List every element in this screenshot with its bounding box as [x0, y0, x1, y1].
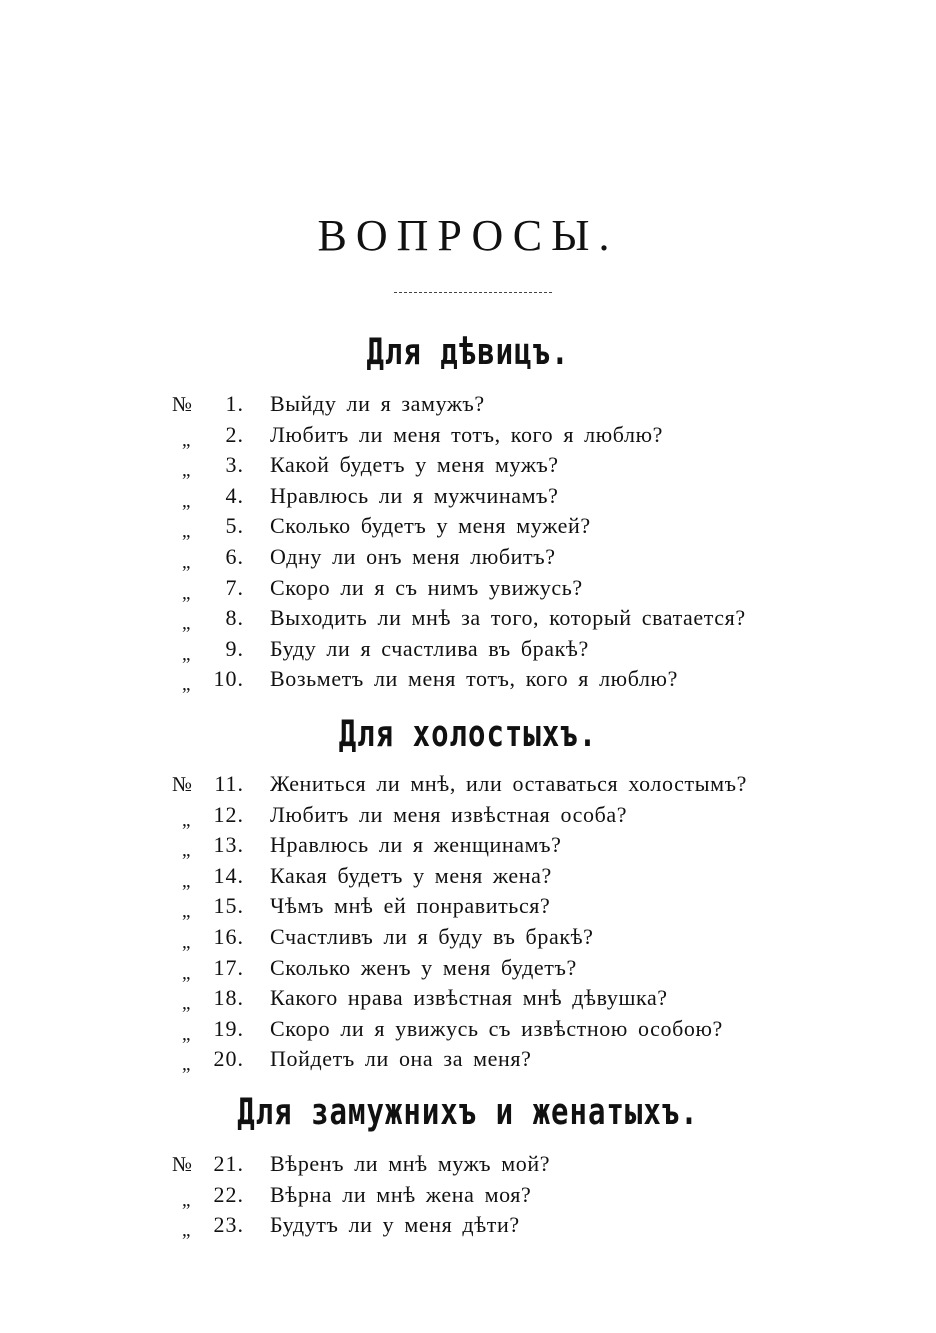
question-text: Счастливъ ли я буду въ бракѣ? — [270, 923, 594, 949]
question-text: Любитъ ли меня извѣстная особа? — [270, 801, 628, 827]
question-text: Буду ли я счастлива въ бракѣ? — [270, 635, 589, 661]
numero-mark: № — [172, 392, 193, 416]
question-text: Вѣрна ли мнѣ жена моя? — [270, 1181, 532, 1207]
question-text: Вѣренъ ли мнѣ мужъ мой? — [270, 1151, 551, 1176]
question-text: Одну ли онъ меня любитъ? — [270, 543, 556, 569]
question-number: 15. — [213, 893, 244, 919]
ditto-mark: „ — [182, 809, 191, 831]
question-text: Любитъ ли меня тотъ, кого я люблю? — [270, 421, 663, 447]
question-number: 18. — [213, 985, 244, 1011]
ditto-mark: „ — [182, 993, 191, 1015]
question-number: 7. — [225, 574, 244, 600]
question-number: 9. — [225, 635, 244, 661]
ditto-mark: „ — [182, 460, 191, 482]
question-number: 4. — [225, 482, 244, 508]
question-number: 20. — [213, 1046, 244, 1072]
ditto-mark: „ — [182, 870, 191, 892]
question-number: 1. — [225, 391, 244, 416]
question-number: 2. — [225, 421, 244, 447]
ditto-mark: „ — [182, 1189, 191, 1211]
question-text: Будутъ ли у меня дѣти? — [270, 1212, 520, 1238]
ditto-mark: „ — [182, 490, 191, 512]
question-text: Сколько будетъ у меня мужей? — [270, 513, 591, 539]
question-number: 13. — [213, 832, 244, 858]
question-text: Возьметъ ли меня тотъ, кого я люблю? — [270, 666, 678, 692]
ditto-mark: „ — [182, 521, 191, 543]
question-text: Пойдетъ ли она за меня? — [270, 1046, 532, 1072]
section-heading-maidens: Для дѣвицъ. — [366, 330, 570, 373]
page-title: ВОПРОСЫ. — [317, 211, 619, 260]
question-text: Какая будетъ у меня жена? — [270, 862, 552, 888]
question-number: 8. — [225, 605, 244, 631]
question-number: 22. — [213, 1181, 244, 1207]
ditto-mark: „ — [182, 931, 191, 953]
ditto-mark: „ — [182, 582, 191, 604]
question-number: 3. — [225, 452, 244, 478]
ditto-mark: „ — [182, 1023, 191, 1045]
question-number: 23. — [213, 1212, 244, 1238]
question-text: Сколько женъ у меня будетъ? — [270, 954, 577, 980]
question-text: Жениться ли мнѣ, или оставаться холостымъ? — [270, 771, 747, 796]
question-text: Скоро ли я съ нимъ увижусь? — [270, 574, 583, 600]
question-text: Какой будетъ у меня мужъ? — [270, 452, 559, 478]
ditto-mark: „ — [182, 613, 191, 635]
question-text: Чѣмъ мнѣ ей понравиться? — [270, 893, 551, 919]
question-number: 19. — [213, 1015, 244, 1041]
ditto-mark: „ — [182, 1220, 191, 1242]
question-number: 21. — [213, 1151, 244, 1176]
numero-mark: № — [172, 1152, 193, 1176]
question-number: 11. — [214, 771, 244, 796]
question-text: Выйду ли я замужъ? — [270, 391, 485, 416]
numero-mark: № — [172, 772, 193, 796]
question-number: 6. — [225, 543, 244, 569]
ditto-mark: „ — [182, 901, 191, 923]
question-number: 14. — [213, 862, 244, 888]
question-number: 17. — [213, 954, 244, 980]
question-text: Нравлюсь ли я женщинамъ? — [270, 832, 562, 858]
ditto-mark: „ — [182, 674, 191, 696]
section-heading-bachelors: Для холостыхъ. — [338, 712, 598, 755]
ditto-mark: „ — [182, 840, 191, 862]
question-text: Нравлюсь ли я мужчинамъ? — [270, 482, 559, 508]
title-divider — [394, 292, 552, 293]
question-number: 10. — [213, 666, 244, 692]
question-number: 12. — [213, 801, 244, 827]
question-number: 16. — [213, 923, 244, 949]
question-text: Какого нрава извѣстная мнѣ дѣвушка? — [270, 985, 668, 1011]
section-heading-married: Для замужнихъ и женатыхъ. — [237, 1090, 699, 1133]
ditto-mark: „ — [182, 551, 191, 573]
ditto-mark: „ — [182, 1054, 191, 1076]
ditto-mark: „ — [182, 962, 191, 984]
ditto-mark: „ — [182, 643, 191, 665]
question-text: Скоро ли я увижусь съ извѣстною особою? — [270, 1015, 723, 1041]
ditto-mark: „ — [182, 429, 191, 451]
question-text: Выходить ли мнѣ за того, который сватается? — [270, 605, 746, 631]
question-number: 5. — [225, 513, 244, 539]
